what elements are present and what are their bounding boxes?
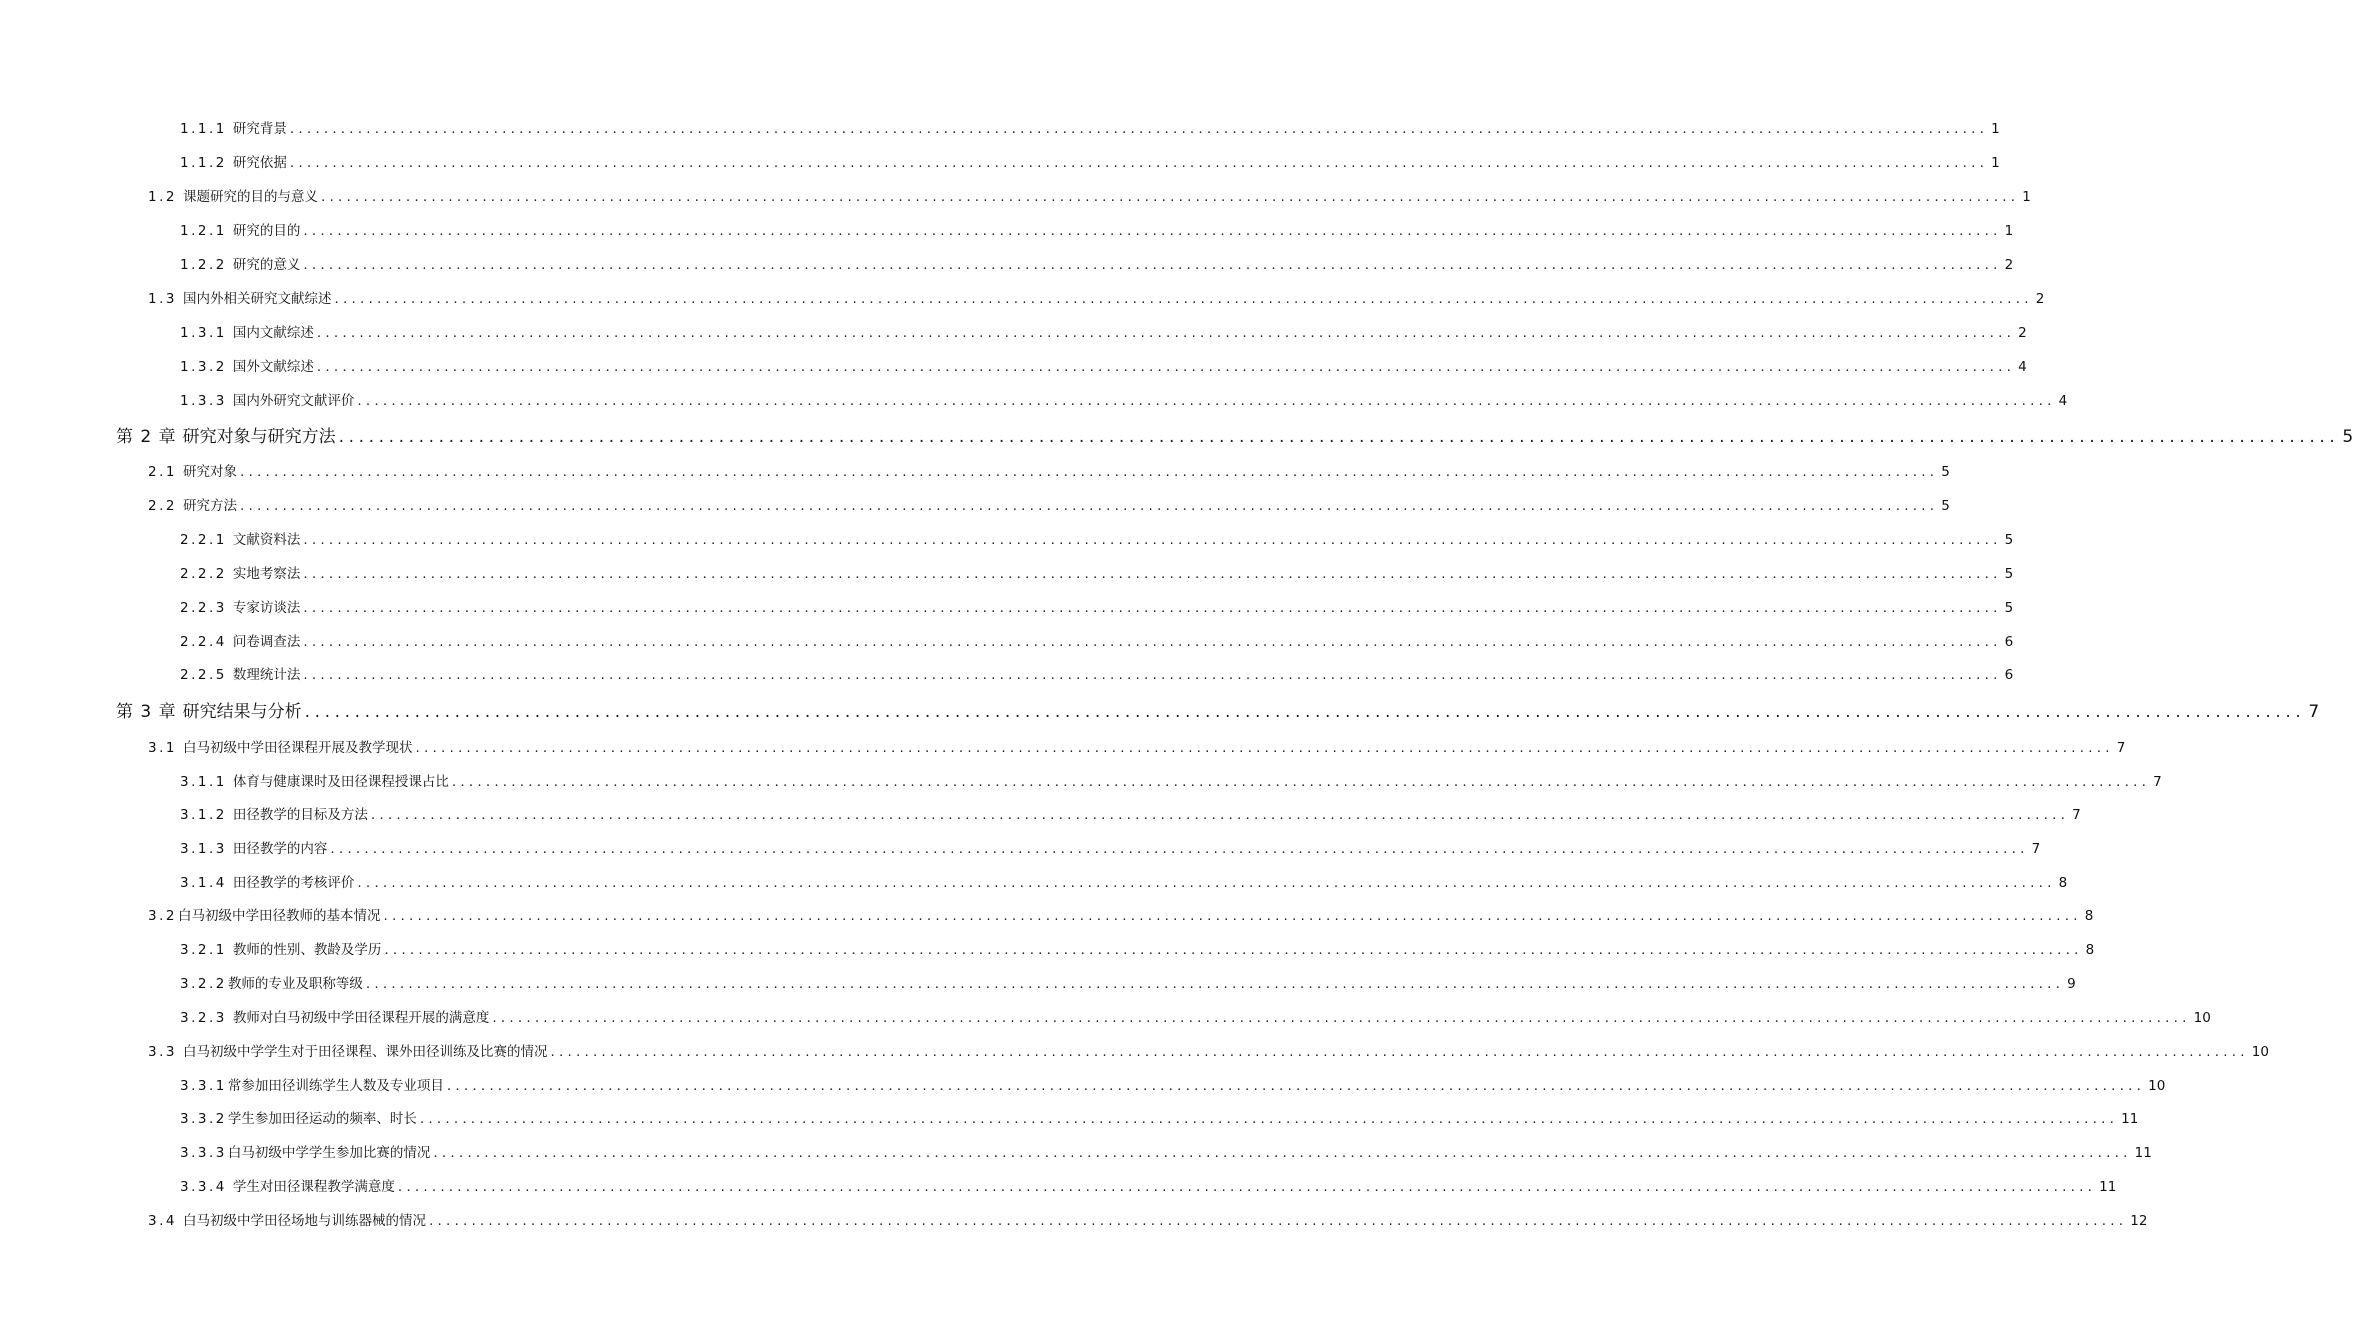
toc-entry-page-number: 11 xyxy=(2121,1111,2139,1127)
toc-dot-leader: ........................................................................................................................................................................................................ xyxy=(365,976,2065,992)
toc-entry-title: 田径教学的目标及方法 xyxy=(232,807,368,823)
toc-entry-page-number: 5 xyxy=(1941,498,1950,514)
toc-entry-page-number: 6 xyxy=(2004,634,2014,650)
toc-entry[interactable] xyxy=(148,1040,2269,1060)
toc-entry[interactable] xyxy=(180,321,2027,341)
toc-entry-page-number: 4 xyxy=(2018,359,2027,375)
toc-entry[interactable] xyxy=(180,803,2081,823)
toc-dot-leader: ........................................................................................................................................................................................................ xyxy=(320,189,2020,205)
toc-entry[interactable] xyxy=(180,253,2014,273)
toc-entry-page-number: 8 xyxy=(2085,942,2095,958)
toc-entry-number: 3.1.2 xyxy=(180,807,227,823)
toc-entry[interactable] xyxy=(148,287,2045,307)
toc-entry[interactable] xyxy=(148,904,2094,924)
toc-entry[interactable] xyxy=(180,1074,2166,1094)
toc-entry[interactable] xyxy=(180,837,2041,857)
toc-entry-number: 1.3.3 xyxy=(180,393,227,409)
toc-entry-number: 3.3 xyxy=(148,1044,177,1060)
toc-dot-leader: ........................................................................................................................................................................................................ xyxy=(357,393,2056,409)
toc-entry-number: 3.2.2 xyxy=(180,976,227,992)
toc-dot-leader: ........................................................................................................................................................................................................ xyxy=(239,498,1939,514)
toc-entry[interactable] xyxy=(180,1175,2117,1195)
toc-entry-number: 2.1 xyxy=(148,464,177,480)
toc-entry[interactable] xyxy=(180,972,2076,992)
toc-entry[interactable] xyxy=(180,528,2014,548)
toc-entry-number: 2.2.3 xyxy=(180,600,227,616)
toc-entry-number: 3.3.2 xyxy=(180,1111,227,1127)
toc-dot-leader: ........................................................................................................................................................................................................ xyxy=(370,807,2070,823)
toc-dot-leader: ........................................................................................................................................................................................................ xyxy=(289,121,1989,137)
toc-entry-number: 1.3.2 xyxy=(180,359,227,375)
toc-entry-title: 白马初级中学田径课程开展及教学现状 xyxy=(182,740,413,756)
toc-entry-title: 研究背景 xyxy=(232,121,287,137)
toc-entry-title: 白马初级中学田径教师的基本情况 xyxy=(177,908,381,924)
toc-entry-page-number: 5 xyxy=(2342,427,2353,447)
toc-dot-leader: ........................................................................................................................................................................................................ xyxy=(303,532,2002,548)
toc-entry-number: 1.3 xyxy=(148,291,177,307)
toc-entry-title: 白马初级中学学生参加比赛的情况 xyxy=(227,1145,431,1161)
toc-entry[interactable] xyxy=(180,871,2068,891)
toc-entry-title: 研究依据 xyxy=(232,155,287,171)
toc-entry[interactable] xyxy=(180,663,2014,683)
toc-entry[interactable] xyxy=(116,422,2353,447)
toc-entry-number: 3.1 xyxy=(148,740,177,756)
toc-entry-title: 田径教学的内容 xyxy=(232,841,328,857)
toc-entry[interactable] xyxy=(116,697,2320,722)
toc-entry-page-number: 9 xyxy=(2067,976,2076,992)
toc-entry-number: 第 2 章 xyxy=(116,427,177,447)
toc-dot-leader: ........................................................................................................................................................................................................ xyxy=(550,1044,2249,1060)
toc-entry-number: 1.2.2 xyxy=(180,257,227,273)
toc-entry-page-number: 8 xyxy=(2058,875,2068,891)
toc-entry[interactable] xyxy=(180,355,2027,375)
toc-entry-number: 1.2 xyxy=(148,189,177,205)
toc-entry-page-number: 1 xyxy=(2004,223,2014,239)
toc-dot-leader: ........................................................................................................................................................................................................ xyxy=(397,1179,2097,1195)
toc-entry-number: 1.3.1 xyxy=(180,325,227,341)
toc-entry[interactable] xyxy=(148,460,1950,480)
toc-dot-leader: ........................................................................................................................................................................................................ xyxy=(419,1111,2119,1127)
toc-entry-page-number: 7 xyxy=(2031,841,2041,857)
toc-entry-title: 国外文献综述 xyxy=(232,359,314,375)
toc-entry[interactable] xyxy=(180,1107,2139,1127)
toc-entry-page-number: 5 xyxy=(2004,600,2014,616)
toc-entry[interactable] xyxy=(148,1209,2148,1229)
toc-entry-title: 文献资料法 xyxy=(232,532,301,548)
toc-dot-leader: ........................................................................................................................................................................................................ xyxy=(239,464,1939,480)
toc-entry-title: 研究的意义 xyxy=(232,257,301,273)
toc-entry-number: 3.3.1 xyxy=(180,1078,227,1094)
toc-entry-page-number: 7 xyxy=(2153,774,2162,790)
toc-entry-title: 国内外相关研究文献综述 xyxy=(182,291,332,307)
toc-entry[interactable] xyxy=(180,770,2162,790)
toc-entry-title: 实地考察法 xyxy=(232,566,301,582)
toc-entry[interactable] xyxy=(180,1141,2152,1161)
toc-entry[interactable] xyxy=(148,736,2126,756)
toc-entry[interactable] xyxy=(148,185,2031,205)
toc-entry[interactable] xyxy=(180,630,2014,650)
toc-entry-title: 教师的专业及职称等级 xyxy=(227,976,363,992)
toc-entry-number: 3.1.1 xyxy=(180,774,227,790)
toc-dot-leader: ........................................................................................................................................................................................................ xyxy=(334,291,2033,307)
toc-entry-number: 3.1.3 xyxy=(180,841,227,857)
toc-dot-leader: ........................................................................................................................................................................................................ xyxy=(303,600,2002,616)
toc-entry-title: 白马初级中学田径场地与训练器械的情况 xyxy=(182,1213,426,1229)
toc-entry-page-number: 11 xyxy=(2134,1145,2152,1161)
toc-entry-title: 国内外研究文献评价 xyxy=(232,393,355,409)
toc-entry[interactable] xyxy=(148,494,1950,514)
toc-entry-number: 第 3 章 xyxy=(116,702,177,722)
toc-entry-title: 研究结果与分析 xyxy=(182,702,302,722)
toc-entry-page-number: 1 xyxy=(1991,155,2000,171)
toc-entry-page-number: 5 xyxy=(2004,532,2014,548)
toc-entry[interactable] xyxy=(180,938,2095,958)
toc-entry-page-number: 1 xyxy=(1991,121,2000,137)
toc-dot-leader: ........................................................................................................................................................................................................ xyxy=(433,1145,2132,1161)
toc-dot-leader: ........................................................................................................................................................................................................ xyxy=(451,774,2151,790)
toc-dot-leader: ........................................................................................................................................................................................................ xyxy=(303,223,2002,239)
toc-entry-page-number: 7 xyxy=(2116,740,2126,756)
toc-entry[interactable] xyxy=(180,117,2000,137)
toc-entry-number: 2.2.1 xyxy=(180,532,227,548)
toc-entry-title: 数理统计法 xyxy=(232,667,301,683)
toc-entry-number: 2.2.2 xyxy=(180,566,227,582)
toc-entry-title: 体育与健康课时及田径课程授课占比 xyxy=(232,774,449,790)
toc-dot-leader: ........................................................................................................................................................................................................ xyxy=(303,667,2002,683)
toc-dot-leader: ........................................................................................................................................................................................................ xyxy=(357,875,2056,891)
toc-dot-leader: ........................................................................................................................................................................................................ xyxy=(316,359,2016,375)
toc-entry-page-number: 10 xyxy=(2148,1078,2166,1094)
toc-entry[interactable] xyxy=(180,151,2000,171)
toc-entry-title: 学生参加田径运动的频率、时长 xyxy=(227,1111,417,1127)
toc-entry-page-number: 8 xyxy=(2084,908,2094,924)
toc-entry-page-number: 2 xyxy=(2018,325,2027,341)
toc-entry-title: 研究方法 xyxy=(182,498,237,514)
toc-entry-page-number: 10 xyxy=(2193,1010,2211,1026)
toc-entry-title: 研究的目的 xyxy=(232,223,301,239)
toc-entry-page-number: 10 xyxy=(2251,1044,2269,1060)
toc-entry-number: 3.2 xyxy=(148,908,177,924)
toc-entry-title: 国内文献综述 xyxy=(232,325,314,341)
toc-entry[interactable] xyxy=(180,219,2014,239)
toc-dot-leader: ........................................................................................................................................................................................................ xyxy=(316,325,2016,341)
toc-entry-page-number: 2 xyxy=(2004,257,2014,273)
toc-entry-number: 1.1.1 xyxy=(180,121,227,137)
toc-entry-title: 课题研究的目的与意义 xyxy=(182,189,318,205)
toc-entry-page-number: 2 xyxy=(2035,291,2045,307)
toc-entry[interactable] xyxy=(180,596,2014,616)
toc-dot-leader: ........................................................................................................................................................................................................ xyxy=(304,702,2306,722)
toc-entry-number: 3.4 xyxy=(148,1213,177,1229)
toc-entry-title: 教师对白马初级中学田径课程开展的满意度 xyxy=(232,1010,490,1026)
toc-entry-number: 3.2.1 xyxy=(180,942,227,958)
toc-entry-number: 1.1.2 xyxy=(180,155,227,171)
toc-dot-leader: ........................................................................................................................................................................................................ xyxy=(383,908,2082,924)
toc-dot-leader: ........................................................................................................................................................................................................ xyxy=(338,427,2340,447)
toc-dot-leader: ........................................................................................................................................................................................................ xyxy=(303,257,2002,273)
toc-entry-number: 3.3.4 xyxy=(180,1179,227,1195)
toc-entry-number: 1.2.1 xyxy=(180,223,227,239)
toc-entry-page-number: 12 xyxy=(2130,1213,2148,1229)
toc-entry[interactable] xyxy=(180,562,2014,582)
toc-dot-leader: ........................................................................................................................................................................................................ xyxy=(492,1010,2191,1026)
toc-entry-page-number: 6 xyxy=(2004,667,2014,683)
toc-entry-title: 专家访谈法 xyxy=(232,600,301,616)
toc-entry-page-number: 7 xyxy=(2072,807,2081,823)
toc-dot-leader: ........................................................................................................................................................................................................ xyxy=(330,841,2029,857)
toc-entry-number: 3.3.3 xyxy=(180,1145,227,1161)
toc-dot-leader: ........................................................................................................................................................................................................ xyxy=(384,942,2083,958)
toc-dot-leader: ........................................................................................................................................................................................................ xyxy=(289,155,1989,171)
toc-dot-leader: ........................................................................................................................................................................................................ xyxy=(415,740,2114,756)
toc-entry-number: 2.2.4 xyxy=(180,634,227,650)
toc-entry-title: 常参加田径训练学生人数及专业项目 xyxy=(227,1078,444,1094)
toc-entry-number: 3.1.4 xyxy=(180,875,227,891)
toc-entry-title: 学生对田径课程教学满意度 xyxy=(232,1179,395,1195)
toc-entry-page-number: 4 xyxy=(2058,393,2068,409)
toc-entry-page-number: 7 xyxy=(2308,702,2320,722)
toc-entry[interactable] xyxy=(180,389,2068,409)
toc-entry-number: 2.2.5 xyxy=(180,667,227,683)
toc-entry-title: 教师的性别、教龄及学历 xyxy=(232,942,382,958)
toc-entry-page-number: 5 xyxy=(2004,566,2014,582)
toc-entry-page-number: 5 xyxy=(1941,464,1950,480)
toc-entry-page-number: 1 xyxy=(2022,189,2031,205)
toc-entry-number: 2.2 xyxy=(148,498,177,514)
toc-entry-title: 问卷调查法 xyxy=(232,634,301,650)
toc-entry-page-number: 11 xyxy=(2099,1179,2117,1195)
toc-dot-leader: ........................................................................................................................................................................................................ xyxy=(303,566,2002,582)
toc-entry[interactable] xyxy=(180,1006,2211,1026)
toc-entry-title: 研究对象 xyxy=(182,464,237,480)
toc-entry-title: 田径教学的考核评价 xyxy=(232,875,355,891)
toc-entry-title: 研究对象与研究方法 xyxy=(182,427,336,447)
toc-dot-leader: ........................................................................................................................................................................................................ xyxy=(303,634,2002,650)
toc-entry-number: 3.2.3 xyxy=(180,1010,227,1026)
toc-dot-leader: ........................................................................................................................................................................................................ xyxy=(428,1213,2128,1229)
toc-entry-title: 白马初级中学学生对于田径课程、课外田径训练及比赛的情况 xyxy=(182,1044,548,1060)
toc-dot-leader: ........................................................................................................................................................................................................ xyxy=(446,1078,2146,1094)
